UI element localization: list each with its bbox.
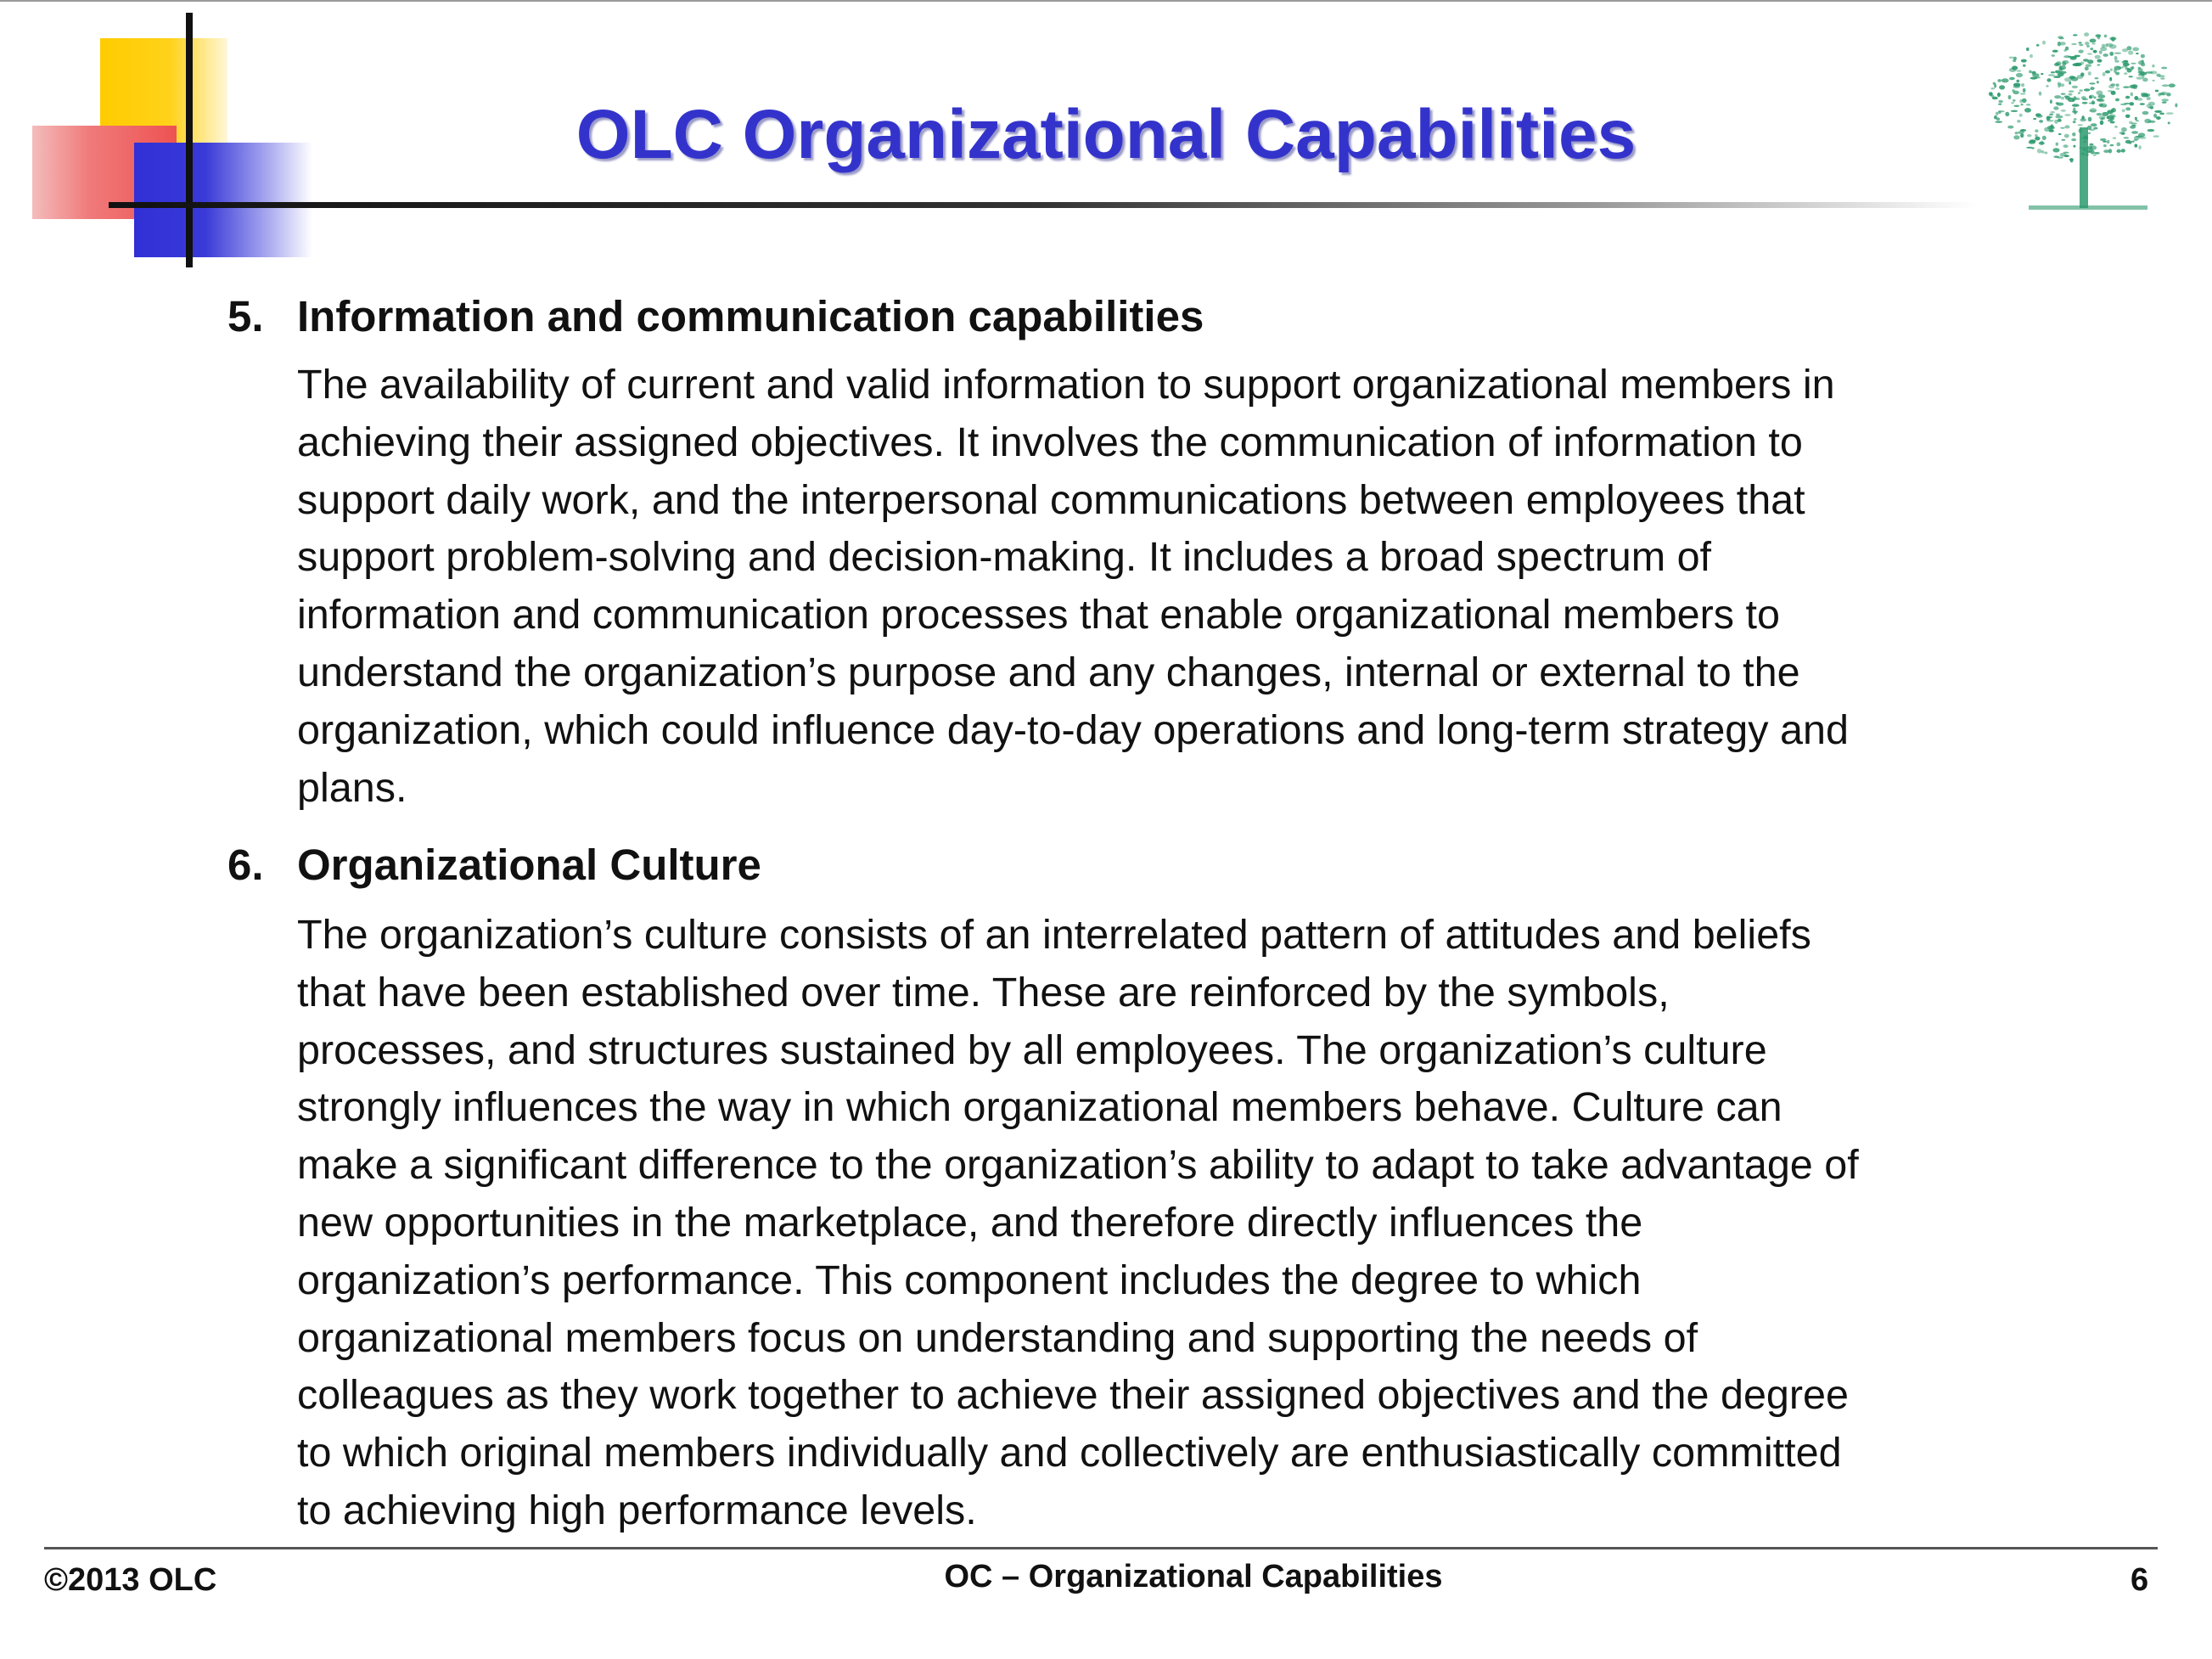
footer-copyright: ©2013 OLC: [44, 1562, 217, 1598]
paragraph-line: processes, and structures sustained by all employees. The organization’s culture: [297, 1026, 1767, 1073]
section-heading-5: [227, 292, 1204, 340]
paragraph-line: make a significant difference to the organization’s ability to adapt to take advantage of: [297, 1142, 1859, 1189]
paragraph-line: to which original members individually and collectively are enthusiastically committed: [297, 1430, 1842, 1476]
paragraph-line: strongly influences the way in which organizational members behave. Culture can: [297, 1084, 1783, 1131]
paragraph-line: organization’s performance. This component includes the degree to which: [297, 1257, 1642, 1303]
top-border: [0, 0, 2212, 2]
paragraph-line: organizational members focus on understanding and supporting the needs of: [297, 1314, 1698, 1361]
paragraph-line: to achieving high performance levels.: [297, 1487, 977, 1533]
section-heading-6: [227, 841, 761, 889]
paragraph-line: The availability of current and valid information to support organizational members in: [297, 362, 1835, 408]
paragraph-line: organization, which could influence day-to-day operations and long-term strategy and: [297, 706, 1849, 753]
section-heading-text: Information and communication capabilities: [297, 292, 1204, 340]
paragraph-line: The organization’s culture consists of an interrelated pattern of attitudes and beliefs: [297, 912, 1811, 958]
title-underline: [109, 202, 1976, 208]
paragraph-line: achieving their assigned objectives. It involves the communication of information to: [297, 419, 1803, 465]
paragraph-line: information and communication processes that enable organizational members to: [297, 592, 1780, 638]
paragraph-line: that have been established over time. These are reinforced by the symbols,: [297, 969, 1670, 1015]
tree-icon: [1978, 17, 2190, 221]
paragraph-line: new opportunities in the marketplace, and therefore directly influences the: [297, 1199, 1643, 1246]
paragraph-line: support daily work, and the interpersonal communications between employees that: [297, 476, 1805, 523]
section-heading-text: Organizational Culture: [297, 841, 761, 889]
page-number: 6: [2131, 1562, 2149, 1598]
paragraph-line: colleagues as they work together to achieve their assigned objectives and the degree: [297, 1372, 1849, 1419]
footer-title: OC – Organizational Capabilities: [944, 1559, 1443, 1594]
footer-divider: [44, 1547, 2158, 1549]
section-number: 6.: [227, 841, 264, 889]
paragraph-line: plans.: [297, 764, 407, 811]
paragraph-line: understand the organization’s purpose and any changes, internal or external to the: [297, 649, 1800, 695]
section-paragraph-6: [297, 907, 2063, 1540]
section-paragraph-5: [297, 357, 2063, 817]
paragraph-line: support problem-solving and decision-making. It includes a broad spectrum of: [297, 534, 1712, 581]
section-number: 5.: [227, 292, 264, 340]
slide-title: OLC Organizational Capabilities: [575, 96, 1637, 173]
